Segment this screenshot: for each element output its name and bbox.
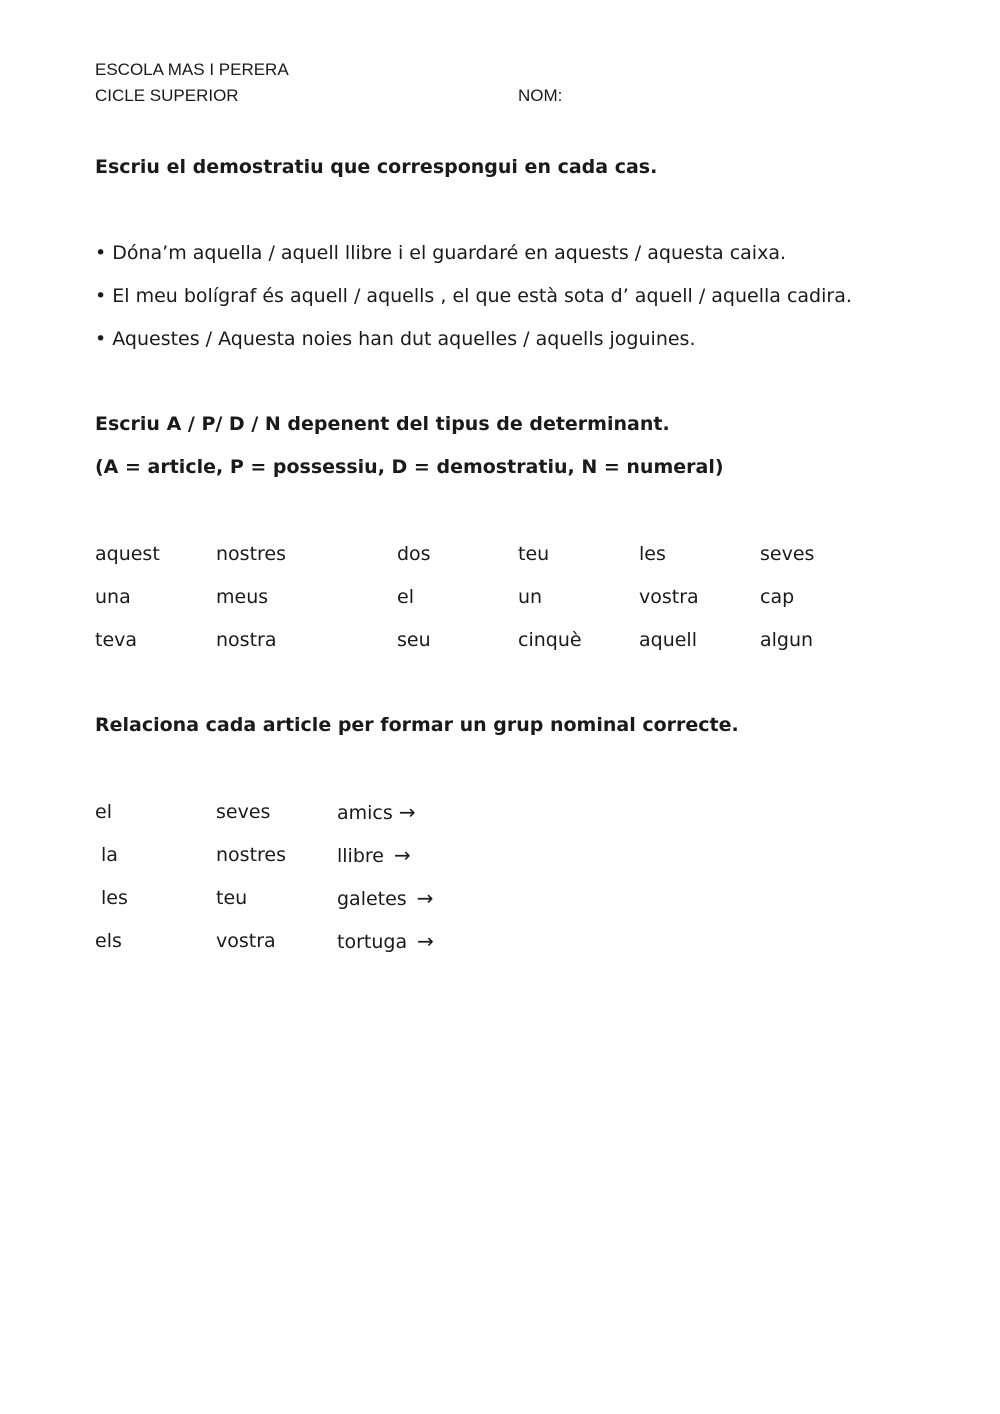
determiner-word: les — [639, 543, 666, 565]
exercise2-title: Escriu A / P/ D / N depenent del tipus de determinant. — [95, 413, 670, 435]
determiner-word: seves — [760, 543, 815, 565]
exercise3-title: Relaciona cada article per formar un grup nominal correcte. — [95, 714, 739, 736]
determiner-word: cap — [760, 586, 795, 608]
noun-word — [337, 885, 434, 912]
determiner-word: meus — [216, 586, 269, 608]
exercise1-title: Escriu el demostratiu que correspongui en cada cas. — [95, 156, 658, 178]
article-word: la — [101, 844, 118, 866]
exercise1-sentence: • Aquestes / Aquesta noies han dut aquelles / aquells joguines. — [95, 328, 696, 350]
determiner-word: aquell — [639, 629, 697, 651]
exercise2-legend: (A = article, P = possessiu, D = demostratiu, N = numeral) — [95, 456, 724, 478]
possessive-word: teu — [216, 887, 248, 909]
determiner-word: nostres — [216, 543, 286, 565]
determiner-word: vostra — [639, 586, 699, 608]
article-word: els — [95, 930, 122, 952]
determiner-word: teva — [95, 629, 138, 651]
right-arrow-icon: → — [416, 886, 434, 910]
article-word: les — [101, 887, 128, 909]
cycle-label: CICLE SUPERIOR — [95, 86, 239, 105]
right-arrow-icon: → — [394, 843, 411, 867]
noun-text: llibre — [337, 845, 384, 867]
possessive-word: seves — [216, 801, 271, 823]
exercise1-sentence: • El meu bolígraf és aquell / aquells , el que està sota d’ aquell / aquella cadira. — [95, 285, 852, 307]
right-arrow-icon: → — [398, 800, 416, 824]
noun-text: amics — [337, 802, 393, 824]
noun-word — [337, 928, 434, 955]
determiner-word: teu — [518, 543, 550, 565]
determiner-word: aquest — [95, 543, 160, 565]
noun-text: tortuga — [337, 931, 408, 953]
article-word: el — [95, 801, 112, 823]
right-arrow-icon: → — [417, 929, 434, 953]
possessive-word: nostres — [216, 844, 286, 866]
determiner-word: algun — [760, 629, 814, 651]
noun-text: galetes — [337, 888, 407, 910]
determiner-word: dos — [397, 543, 431, 565]
determiner-word: seu — [397, 629, 431, 651]
exercise1-sentence: • Dóna’m aquella / aquell llibre i el guardaré en aquests / aquesta caixa. — [95, 242, 787, 264]
noun-word — [337, 842, 411, 869]
noun-word — [337, 799, 416, 826]
name-label: NOM: — [518, 86, 563, 105]
determiner-word: el — [397, 586, 414, 608]
determiner-word: una — [95, 586, 131, 608]
possessive-word: vostra — [216, 930, 276, 952]
determiner-word: cinquè — [518, 629, 582, 651]
determiner-word: nostra — [216, 629, 277, 651]
determiner-word: un — [518, 586, 543, 608]
school-name: ESCOLA MAS I PERERA — [95, 60, 289, 79]
